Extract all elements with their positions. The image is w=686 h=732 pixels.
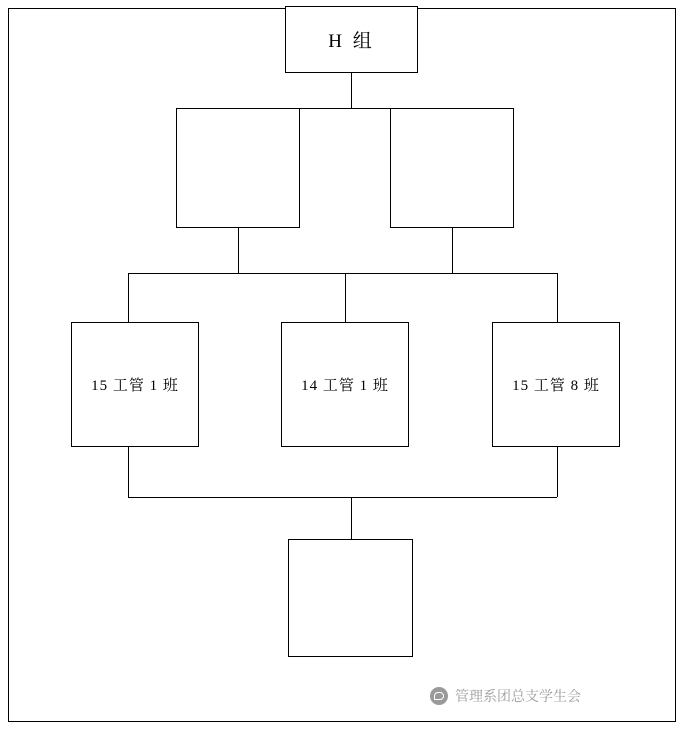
node-leaf-2[interactable] xyxy=(281,322,409,447)
node-leaf-3[interactable] xyxy=(492,322,620,447)
connector-leaf1-up xyxy=(128,273,129,322)
node-leaf-1-label: 15 工管 1 班 xyxy=(91,378,179,394)
node-root-label: H 组 xyxy=(328,31,375,52)
connector-leaf1-down xyxy=(128,447,129,497)
watermark xyxy=(430,686,581,706)
connector-bottom-down xyxy=(351,497,352,539)
node-leaf-2-label: 14 工管 1 班 xyxy=(301,378,389,394)
connector-leaf3-down xyxy=(557,447,558,497)
connector-midleft-down xyxy=(238,228,239,273)
node-mid-right[interactable] xyxy=(390,108,514,228)
wechat-icon xyxy=(430,687,448,705)
connector-leaf2-up xyxy=(345,273,346,322)
connector-bottom-bus xyxy=(128,497,557,498)
node-root[interactable] xyxy=(285,6,418,73)
node-mid-left[interactable] xyxy=(176,108,300,228)
connector-leaf3-up xyxy=(557,273,558,322)
connector-root-down xyxy=(351,73,352,108)
watermark-text: 管理系团总支学生会 xyxy=(455,688,581,704)
connector-midright-down xyxy=(452,228,453,273)
node-bottom[interactable] xyxy=(288,539,413,657)
connector-middle-bus xyxy=(128,273,557,274)
node-leaf-1[interactable] xyxy=(71,322,199,447)
node-leaf-3-label: 15 工管 8 班 xyxy=(512,378,600,394)
